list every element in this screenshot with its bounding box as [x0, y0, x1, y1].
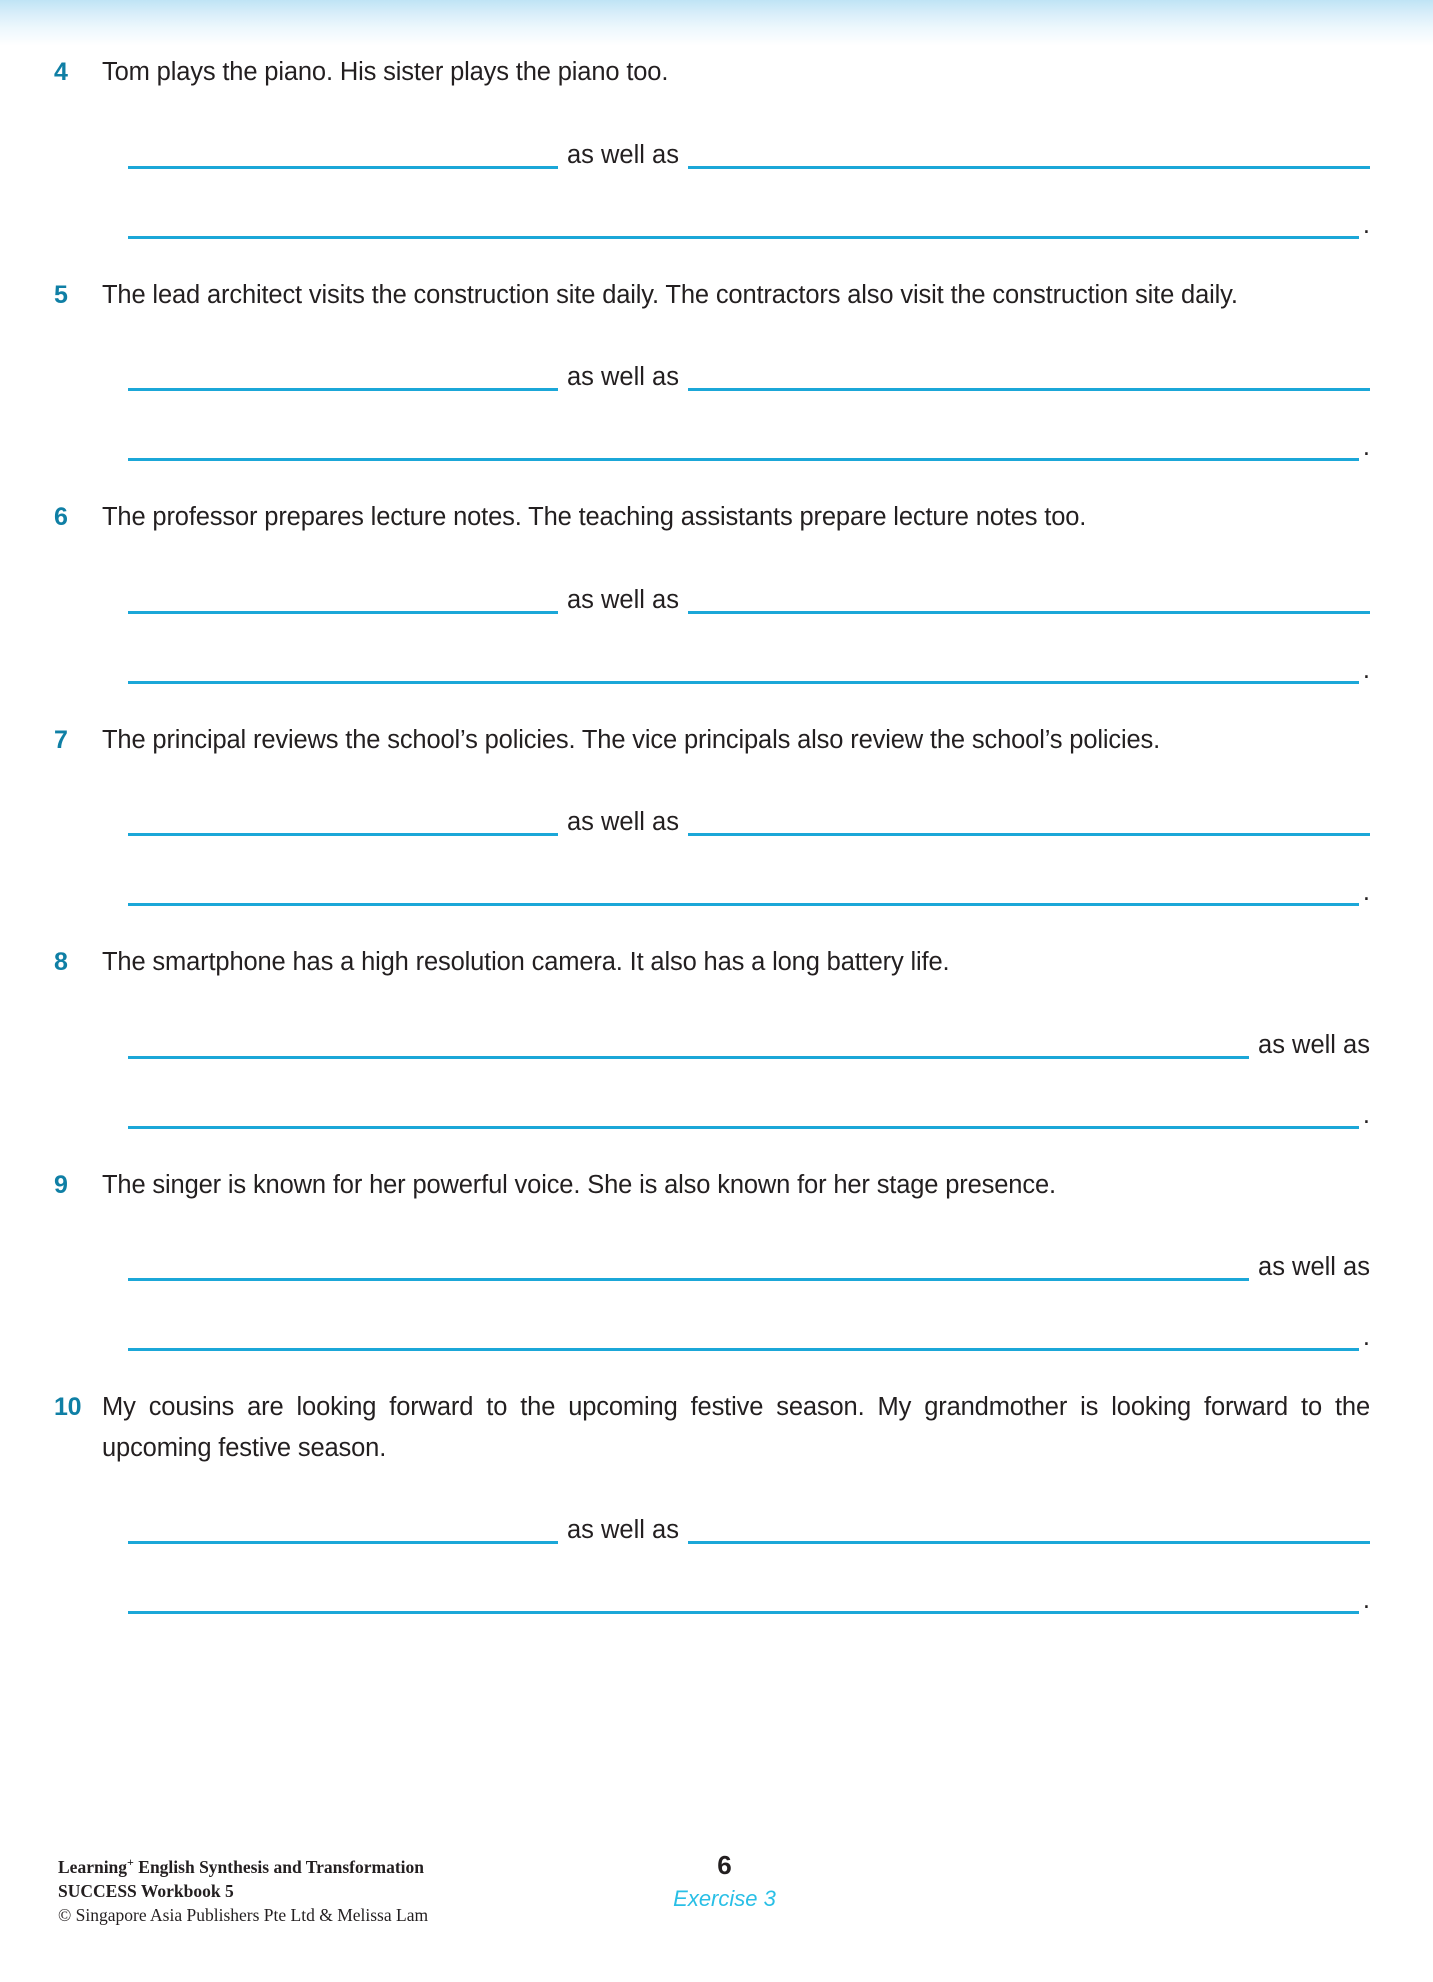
question-block — [0, 52, 1433, 239]
question-block — [0, 1165, 1433, 1352]
conjunction-label: as well as — [567, 585, 679, 614]
question-block — [0, 1387, 1433, 1614]
answer-line-1 — [128, 113, 1370, 169]
conjunction-label: as well as — [567, 140, 679, 169]
full-stop: . — [1362, 878, 1370, 906]
question-text: The professor prepares lecture notes. The teaching assistants prepare lecture notes too. — [102, 503, 1087, 531]
question-number: 8 — [54, 948, 68, 976]
full-stop: . — [1362, 1586, 1370, 1614]
question-prompt-row — [0, 1165, 1433, 1206]
footer-publisher-info — [58, 1850, 428, 1927]
answer-blank-c[interactable] — [128, 206, 1359, 239]
answer-blank-a[interactable] — [128, 1026, 1249, 1059]
question-number: 4 — [54, 58, 68, 86]
full-stop: . — [1362, 210, 1370, 239]
answer-area — [0, 1205, 1433, 1351]
conjunction-label: as well as — [567, 363, 679, 391]
question-block — [0, 497, 1433, 684]
question-block — [0, 942, 1433, 1129]
answer-blank-b[interactable] — [688, 803, 1370, 836]
answer-area — [0, 760, 1433, 906]
question-number: 7 — [54, 725, 68, 754]
conjunction-label: as well as — [1258, 1253, 1370, 1281]
question-prompt-row — [0, 1387, 1433, 1468]
answer-blank-a[interactable] — [128, 581, 558, 614]
footer-title-superscript: + — [127, 1855, 134, 1869]
answer-line-2 — [128, 1544, 1370, 1614]
answer-area — [0, 93, 1433, 239]
answer-line-1 — [128, 335, 1370, 391]
answer-line-2 — [128, 1059, 1370, 1129]
question-block — [0, 275, 1433, 462]
answer-blank-c[interactable] — [128, 651, 1359, 684]
question-block — [0, 720, 1433, 907]
question-number: 5 — [54, 280, 68, 309]
question-number: 10 — [54, 1393, 82, 1421]
answer-blank-a[interactable] — [128, 803, 558, 836]
conjunction-label: as well as — [567, 1516, 679, 1544]
question-list — [0, 52, 1433, 1650]
answer-line-2 — [128, 614, 1370, 684]
answer-blank-a[interactable] — [128, 358, 558, 391]
answer-blank-c[interactable] — [128, 1096, 1359, 1129]
answer-blank-c[interactable] — [128, 428, 1359, 461]
answer-blank-a[interactable] — [128, 136, 558, 169]
footer-title-line1 — [58, 1850, 428, 1879]
answer-line-1 — [128, 780, 1370, 836]
answer-area — [0, 538, 1433, 684]
conjunction-label: as well as — [567, 808, 679, 836]
full-stop: . — [1362, 655, 1370, 684]
question-prompt-row — [0, 942, 1433, 983]
question-text: The singer is known for her powerful voice. She is also known for her stage presence. — [102, 1170, 1056, 1199]
question-prompt-row — [0, 497, 1433, 538]
answer-blank-a[interactable] — [128, 1511, 558, 1544]
answer-line-2 — [128, 836, 1370, 906]
footer-title-rest: English Synthesis and Transformation — [133, 1856, 425, 1877]
full-stop: . — [1362, 433, 1370, 461]
answer-blank-a[interactable] — [128, 1248, 1249, 1281]
exercise-label: Exercise 3 — [673, 1886, 776, 1911]
answer-blank-b[interactable] — [688, 358, 1370, 391]
question-number: 6 — [54, 503, 68, 531]
question-text: My cousins are looking forward to the upcoming festive season. My grandmother is looking forward to the upcoming festive season. — [102, 1393, 1370, 1462]
page-footer — [0, 1850, 1433, 1946]
full-stop: . — [1362, 1323, 1370, 1351]
question-prompt-row — [0, 720, 1433, 761]
answer-line-2 — [128, 1281, 1370, 1351]
conjunction-label: as well as — [1258, 1030, 1370, 1059]
question-prompt-row — [0, 275, 1433, 316]
answer-line-2 — [128, 169, 1370, 239]
full-stop: . — [1362, 1100, 1370, 1129]
answer-line-1 — [128, 1225, 1370, 1281]
answer-area — [0, 315, 1433, 461]
answer-blank-b[interactable] — [688, 581, 1370, 614]
answer-blank-c[interactable] — [128, 1318, 1359, 1351]
question-prompt-row — [0, 52, 1433, 93]
answer-blank-b[interactable] — [688, 136, 1370, 169]
answer-line-1 — [128, 1488, 1370, 1544]
answer-blank-c[interactable] — [128, 873, 1359, 906]
question-text: The smartphone has a high resolution camera. It also has a long battery life. — [102, 948, 950, 976]
question-text: The lead architect visits the construction site daily. The contractors also visit the construction site daily. — [102, 280, 1238, 309]
answer-blank-b[interactable] — [688, 1511, 1370, 1544]
answer-line-2 — [128, 391, 1370, 461]
answer-line-1 — [128, 1003, 1370, 1059]
footer-title-main: Learning — [58, 1856, 128, 1877]
answer-blank-c[interactable] — [128, 1581, 1359, 1614]
answer-line-1 — [128, 558, 1370, 614]
answer-area — [0, 983, 1433, 1129]
page-number: 6 — [717, 1850, 732, 1880]
question-text: The principal reviews the school’s policies. The vice principals also review the school’s policies. — [102, 725, 1161, 754]
question-number: 9 — [54, 1170, 68, 1199]
footer-title-line2: SUCCESS Workbook 5 — [58, 1880, 234, 1901]
answer-area — [0, 1468, 1433, 1614]
footer-copyright: © Singapore Asia Publishers Pte Ltd & Melissa Lam — [58, 1904, 429, 1925]
question-text: Tom plays the piano. His sister plays the piano too. — [102, 58, 669, 86]
